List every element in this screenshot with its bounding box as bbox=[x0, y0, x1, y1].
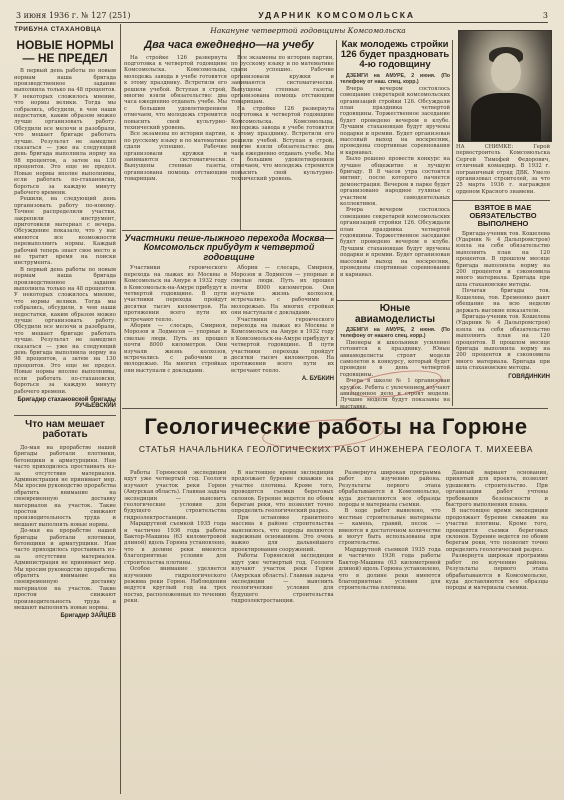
article-text: Вчера вечером состоялось совещание секретарей комсомольских организаций стройки 126. Обсуждали план праздника четвертой годовщины. Торжественное заседание будет проведено вечером в клубе. Лучшим стахановцам будут вручены подарки и премии. Будет организован массовый выход на воскресник, проведены спортивные соревнования и карнавал. bbox=[340, 207, 450, 278]
column-rule bbox=[120, 24, 121, 794]
article-text: Аборин — слесарь, Смирнов, Морозов и Лодмесов — упорные и смелые люди. Путь их прошел почти 8000 километров. Они изучали жизнь колхозов, встречались с рабочими и молодежью. На многих стройках они выступали с докладами. bbox=[124, 322, 227, 374]
article-text: До-мая на прорабстве нашей бригады работали плотники, бетонщики и арматурщики. Нам часто приходилось простаивать из-за отсутствия материалов. Администрация не принимает мер. Мы просим руководство прорабства обратить внимание на своевременную доставку материалов на участок. Такие простои снижают производительность труда и мешают выполнять новые нормы. bbox=[14, 528, 116, 612]
article-text: Печатая бригады тов. Кошелева, тов. Еремеенко дают обещание на всю неделю держать высокие показатели. bbox=[456, 288, 550, 314]
photo-caption bbox=[456, 144, 550, 198]
headline-obligation: ВЗЯТОЕ В МАЕ ОБЯЗАТЕЛЬСТВО ВЫПОЛНЕНО bbox=[469, 203, 537, 228]
photo-body bbox=[471, 93, 541, 141]
column-new-norms bbox=[14, 26, 116, 796]
article-text: Аборин — слесарь, Смирнов, Морозов и Лодмесов — упорные и смелые люди. Путь их прошел почти 8000 километров. Они изучали жизнь колхозов, встречались с рабочими и молодежью. На многих стройках они выступали с докладами. bbox=[231, 265, 334, 317]
article-text: Особое внимание уделяется изучению гидрологического режима реки Горюн. Наблюдения ведутся круглый год на трех постах, расположенных по течению реки. bbox=[124, 566, 227, 605]
article-text: Пионеры и школьники усиленно готовятся к празднику. Юные авиамоделисты строят модели самолетов к конкурсу, который будет проведен в день четвертой годовщины. bbox=[340, 339, 450, 378]
article-text: Маршрутной съемкой 1935 года и частично 1936 года работы Бактор-Машина (63 километровой длиной) вдоль Горюна установлено, что в долине реки имеются благоприятные условия для строительства плотины. bbox=[338, 546, 441, 592]
article-text: Бригада-ученик тов. Кошелева (Ударник № 4 Дальпромстроя) взяла на себя обязательство выполнить план на 120 процентов. В прошлом месяце бригада выполнила норму на 200 процентов и сэкономила много материала. Бригада при шла стахановские методы. bbox=[456, 230, 550, 288]
geology-column bbox=[339, 470, 441, 796]
geology-column bbox=[446, 470, 548, 796]
article-obligation bbox=[456, 204, 550, 406]
article-text: Данный вариант основания, принятый для проекта, позволит удешевить строительство. При организации работ учтены требования безопасности и быстрого выполнения плана. bbox=[445, 470, 548, 509]
article-text: Решили, на следующий день организовать работу по-новому. Точнее распределили участки, закрепили инструмент, приготовили материал с вечера. Обсуждение показало, что у нас имеются все возможности перевыполнить нормы. Каждый рабочий теперь знает свое место и не тратит время на поиски инструмента. bbox=[14, 196, 116, 267]
article-text: В первый день работы по новым нормам наша бригада производственное задание выполнила только на 48 процентов. У некоторых сложилось мнение, что нормы велики. Тогда мы собрались, обсудили, в чем наши недостатки, каким образом можно лучше организовать работу. Обсудили все мелочи и разобрали, что мешает бригаде работать лучше. Результат не замедлил сказаться — уже на следующий день бригада выполнила норму на 98 процентов, а затем на 130 процентов. Это еще не предел. Новые нормы вполне выполнимы, если работать по-стахановски, бороться за каждую минуту рабочего времени. bbox=[14, 266, 116, 395]
article-text: В ходе работ выявлено, что местные строительные материалы — камень, гравий, песок — имеются в достаточном количестве и могут быть использованы при строительстве. bbox=[338, 508, 441, 547]
headline-what-hinders: Что нам мешает работать bbox=[14, 415, 116, 441]
subheadline-geology: СТАТЬЯ НАЧАЛЬНИКА ГЕОЛОГИЧЕСКИХ РАБОТ ИНЖЕНЕРА ГЕОЛОГА Т. МИХЕЕВА bbox=[138, 444, 534, 454]
horizontal-rule bbox=[452, 200, 550, 201]
article-youth-celebration bbox=[340, 40, 450, 298]
caption-text: НА СНИМКЕ: Герой первостроитель Комсомольска Сергей Тимофей Федорович, отличный командир. В 1932 г. пограничный отряд ДВК. Умело организовал строителей, за что 25 марта 1936 г. награжден орденом Красного знамени. bbox=[456, 144, 550, 195]
signature: Бригадир стахановской бригады РУЧЬЕВСКИЙ bbox=[17, 396, 116, 409]
article-text: Все экзамены по истории партии, по русскому языку и по математике сдали успешно. Рабочие организовали кружки и занимаются систематически. Выпущены стенные газеты, организована помощь отстающим товарищам. bbox=[231, 54, 334, 106]
article-text: В настоящее время экспедиция продолжает бурение скважин на участке плотины. Кроме того, проводятся съемки береговых склонов. Бурение ведется по обоим берегам реки, что позволит точно определить геологический разрез. bbox=[445, 508, 548, 553]
portrait-photo bbox=[458, 30, 552, 142]
geology-column bbox=[124, 470, 226, 796]
article-text: На стройке 126 развернута подготовка к четвертой годовщине Комсомольска. Комсомольцы, молодежь завода в учебе готовятся к этому празднику. Встретили его решили учебой. Вступая в строй, многие взяли обязательство: два часа ежедневно отдавать учебе. Мы с большим удовлетворением отмечаем, что молодежь стремится повысить свой культурно-технический уровень. bbox=[124, 54, 227, 132]
article-ski-expedition bbox=[124, 234, 334, 406]
dateline: ДЗЕМГИ на АМУРЕ, 2 июня. (По телефону от наш. спец. корр.) bbox=[340, 72, 450, 86]
article-text: Было решено провести конкурс на лучшее общежитие и лучшую бригаду. В 8 часов утра состоится митинг, после которого начнется демонстрация. Вечером в парке будет организовано народное гулянье с участием самодеятельных коллективов. bbox=[340, 156, 450, 208]
article-text: При остановке гранитного массива в районе строительства выяснилось, что породы являются надежным основанием. Это очень важно для дальнейшего проектирования сооружений. bbox=[231, 514, 334, 553]
article-text: Развернута широкая программа работ по изучению района. Результаты первого этапа обрабатываются в Комсомольске, куда доставляются все образцы породы и материалы съемки. bbox=[445, 553, 548, 592]
horizontal-rule bbox=[336, 300, 452, 301]
photo-face bbox=[491, 53, 521, 91]
article-text: На стройке 126 развернута подготовка к четвертой годовщине Комсомольска. Комсомольцы, молодежь завода в учебе готовятся к этому празднику. Встретили его решили учебой. Вступая в строй, многие взяли обязательство: два часа ежедневно отдавать учебе. Мы с большим удовлетворением отмечаем, что молодежь стремится повысить свой культурно-технический уровень. bbox=[231, 105, 334, 183]
article-text: Бригада-ученик тов. Кошелева (Ударник № 4 Дальпромстроя) взяла на себя обязательство выполнить план на 120 процентов. В прошлом месяце бригада выполнила норму на 200 процентов и сэкономила много материала. Бригада при шла стахановские методы. bbox=[456, 313, 550, 372]
headline-young-modelers: Юные авиамоделисты bbox=[354, 303, 436, 325]
headline-youth-celebration: Как молодежь стройки 126 будет праздновать 4-ю годовщину bbox=[340, 39, 450, 70]
signature: ГОВЯДИНКИН bbox=[508, 373, 550, 380]
article-text: Все экзамены по истории партии, по русскому языку и по математике сдали успешно. Рабочие организовали кружки и занимаются систематически. Выпущены стенные газеты, организована помощь отстающим товарищам. bbox=[124, 131, 227, 183]
issue-date: 3 июня 1936 г. № 127 (251) bbox=[16, 10, 131, 20]
article-two-hours bbox=[124, 40, 334, 228]
headline-ski-expedition: Участники пеше-лыжного перехода Москва—Комсомольск прибудут к четвертой годовщине bbox=[124, 233, 334, 262]
dateline: ДЗЕМГИ на АМУРЕ, 2 июня. (По телефону от нашего спец. корр.) bbox=[340, 327, 450, 340]
geology-column bbox=[231, 470, 333, 796]
horizontal-rule bbox=[122, 230, 336, 231]
article-text: Маршрутной съемкой 1935 года и частично 1936 года работы Бактор-Машина (63 километровой длиной) вдоль Горюна установлено, что в долине реки имеются благоприятные условия для строительства плотины. bbox=[124, 521, 227, 566]
column-rule bbox=[452, 40, 453, 406]
headline-geology: Геологические работы на Горюне bbox=[144, 414, 528, 439]
article-text: Работы Горюнской экспедиции идут уже четвертый год. Геологи изучают участок реки Горюн (Амурская область). Главная задача экспедиции — выяснить геологические условия для будущего строительства гидроэлектростанции. bbox=[231, 553, 334, 605]
article-text: В первый день работы по новым нормам наша бригада производственное задание выполнила только на 48 процентов. У некоторых сложилось мнение, что нормы велики. Тогда мы собрались, обсудили, в чем наши недостатки, каким образом можно лучше организовать работу. Обсудили все мелочи и разобрали, что мешает бригаде работать лучше. Результат не замедлил сказаться — уже на следующий день бригада выполнила норму на 98 процентов, а затем на 130 процентов. Это еще не предел. Новые нормы вполне выполнимы, если работать по-стахановски, бороться за каждую минуту рабочего времени. bbox=[14, 68, 116, 196]
column-rule bbox=[336, 40, 337, 406]
article-text: Развернута широкая программа работ по изучению района. Результаты первого этапа обрабатываются в Комсомольске, куда доставляются все образцы породы и материалы съемки. bbox=[338, 470, 441, 509]
article-text: В настоящее время экспедиция продолжает бурение скважин на участке плотины. Кроме того, проводятся съемки береговых склонов. Бурение ведется по обоим берегам реки, что позволит точно определить геологический разрез. bbox=[231, 470, 334, 515]
paper-title: УДАРНИК КОМСОМОЛЬСКА bbox=[258, 10, 416, 20]
article-text: Вчера вечером состоялось совещание секретарей комсомольских организаций стройки 126. Обсуждали план праздника четвертой годовщины. Торжественное заседание будет проведено вечером в клубе. Лучшим стахановцам будут вручены подарки и премии. Будет организован массовый выход на воскресник, проведены спортивные соревнования и карнавал. bbox=[340, 85, 450, 156]
article-text: Участники героического перехода на лыжах из Москвы в Комсомольск на Амуре в 1932 году в Комсомольск-на-Амуре прибудут к четвертой годовщине. В пути участники перехода пройдут десятки тысяч километров. На протяжении всего пути их встречают тепло. bbox=[231, 316, 334, 374]
section-subtitle: Накануне четвертой годовщины Комсомольска bbox=[210, 26, 406, 35]
headline-new-norms: НОВЫЕ НОРМЫ — НЕ ПРЕДЕЛ bbox=[16, 38, 114, 65]
headline-two-hours: Два часа ежедневно—на учебу bbox=[144, 39, 314, 51]
article-geology-body bbox=[124, 470, 548, 796]
article-text: Вчера в школе № 1 организован кружок. Ребята с увлечением изучают авиационное дело и строят модели. Лучшие модели будут показаны на выставке. bbox=[340, 378, 450, 410]
masthead bbox=[16, 8, 548, 23]
kicker: ТРИБУНА СТАХАНОВЦА bbox=[14, 26, 102, 33]
signature: Бригадир ЗАЙЦЕВ bbox=[60, 613, 116, 620]
horizontal-rule bbox=[122, 408, 548, 409]
article-text: Работы Горюнской экспедиции идут уже четвертый год. Геологи изучают участок реки Горюн (Амурская область). Главная задача экспедиции — выяснить геологические условия для будущего строительства гидроэлектростанции. bbox=[124, 470, 227, 521]
page-number: 3 bbox=[542, 10, 548, 20]
article-text: Участники героического перехода на лыжах из Москвы в Комсомольск на Амуре в 1932 году в Комсомольск-на-Амуре прибудут к четвертой годовщине. В пути участники перехода пройдут десятки тысяч километров. На протяжении всего пути их встречают тепло. bbox=[124, 265, 227, 323]
article-text: До-мая на прорабстве нашей бригады работали плотники, бетонщики и арматурщики. Нам часто приходилось простаивать из-за отсутствия материалов. Администрация не принимает мер. Мы просим руководство прорабства обратить внимание на своевременную доставку материалов на участок. Такие простои снижают производительность труда и мешают выполнять новые нормы. bbox=[14, 444, 116, 528]
signature: А. БУБКИН bbox=[301, 376, 334, 383]
